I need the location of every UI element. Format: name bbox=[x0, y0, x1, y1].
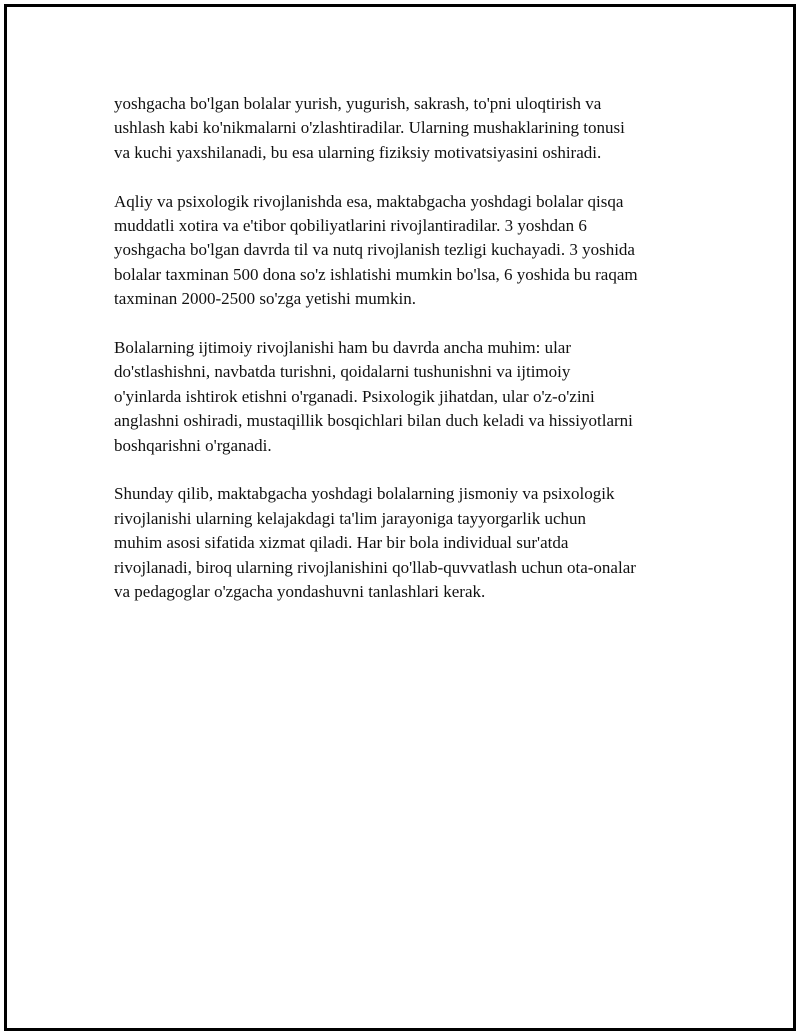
document-body bbox=[114, 92, 694, 629]
text-line: taxminan 2000-2500 so'zga yetishi mumkin. bbox=[114, 289, 416, 309]
paragraph-physical-development bbox=[114, 92, 694, 165]
text-line: anglashni oshiradi, mustaqillik bosqichlari bilan duch keladi va hissiyotlarni bbox=[114, 411, 633, 431]
text-line: bolalar taxminan 500 dona so'z ishlatishi mumkin bo'lsa, 6 yoshida bu raqam bbox=[114, 264, 638, 284]
text-line: do'stlashishni, navbatda turishni, qoidalarni tushunishni va ijtimoiy bbox=[114, 362, 571, 382]
paragraph-conclusion bbox=[114, 482, 694, 604]
text-line: Aqliy va psixologik rivojlanishda esa, maktabgacha yoshdagi bolalar qisqa bbox=[114, 191, 624, 211]
text-line: yoshgacha bo'lgan bolalar yurish, yugurish, sakrash, to'pni uloqtirish va bbox=[114, 94, 602, 113]
paragraph-social-development bbox=[114, 336, 694, 458]
text-line: ushlash kabi ko'nikmalarni o'zlashtiradilar. Ularning mushaklarining tonusi bbox=[114, 118, 625, 138]
text-line: va pedagoglar o'zgacha yondashuvni tanlashlari kerak. bbox=[114, 582, 486, 602]
text-line: yoshgacha bo'lgan davrda til va nutq rivojlanish tezligi kuchayadi. 3 yoshida bbox=[114, 240, 635, 260]
text-line: muhim asosi sifatida xizmat qiladi. Har bir bola individual sur'atda bbox=[114, 533, 569, 553]
text-line: Shunday qilib, maktabgacha yoshdagi bolalarning jismoniy va psixologik bbox=[114, 484, 615, 504]
text-line: o'yinlarda ishtirok etishni o'rganadi. Psixologik jihatdan, ular o'z-o'zini bbox=[114, 386, 595, 406]
paragraph-cognitive-development bbox=[114, 190, 694, 312]
text-line: rivojlanishi ularning kelajakdagi ta'lim jarayoniga tayyorgarlik uchun bbox=[114, 508, 587, 528]
text-line: rivojlanadi, biroq ularning rivojlanishini qo'llab-quvvatlash uchun ota-onalar bbox=[114, 557, 636, 577]
text-line: va kuchi yaxshilanadi, bu esa ularning fiziksiy motivatsiyasini oshiradi. bbox=[114, 142, 602, 162]
text-line: Bolalarning ijtimoiy rivojlanishi ham bu davrda ancha muhim: ular bbox=[114, 338, 572, 358]
text-line: muddatli xotira va e'tibor qobiliyatlarini rivojlantiradilar. 3 yoshdan 6 bbox=[114, 216, 587, 236]
text-line: boshqarishni o'rganadi. bbox=[114, 435, 272, 455]
